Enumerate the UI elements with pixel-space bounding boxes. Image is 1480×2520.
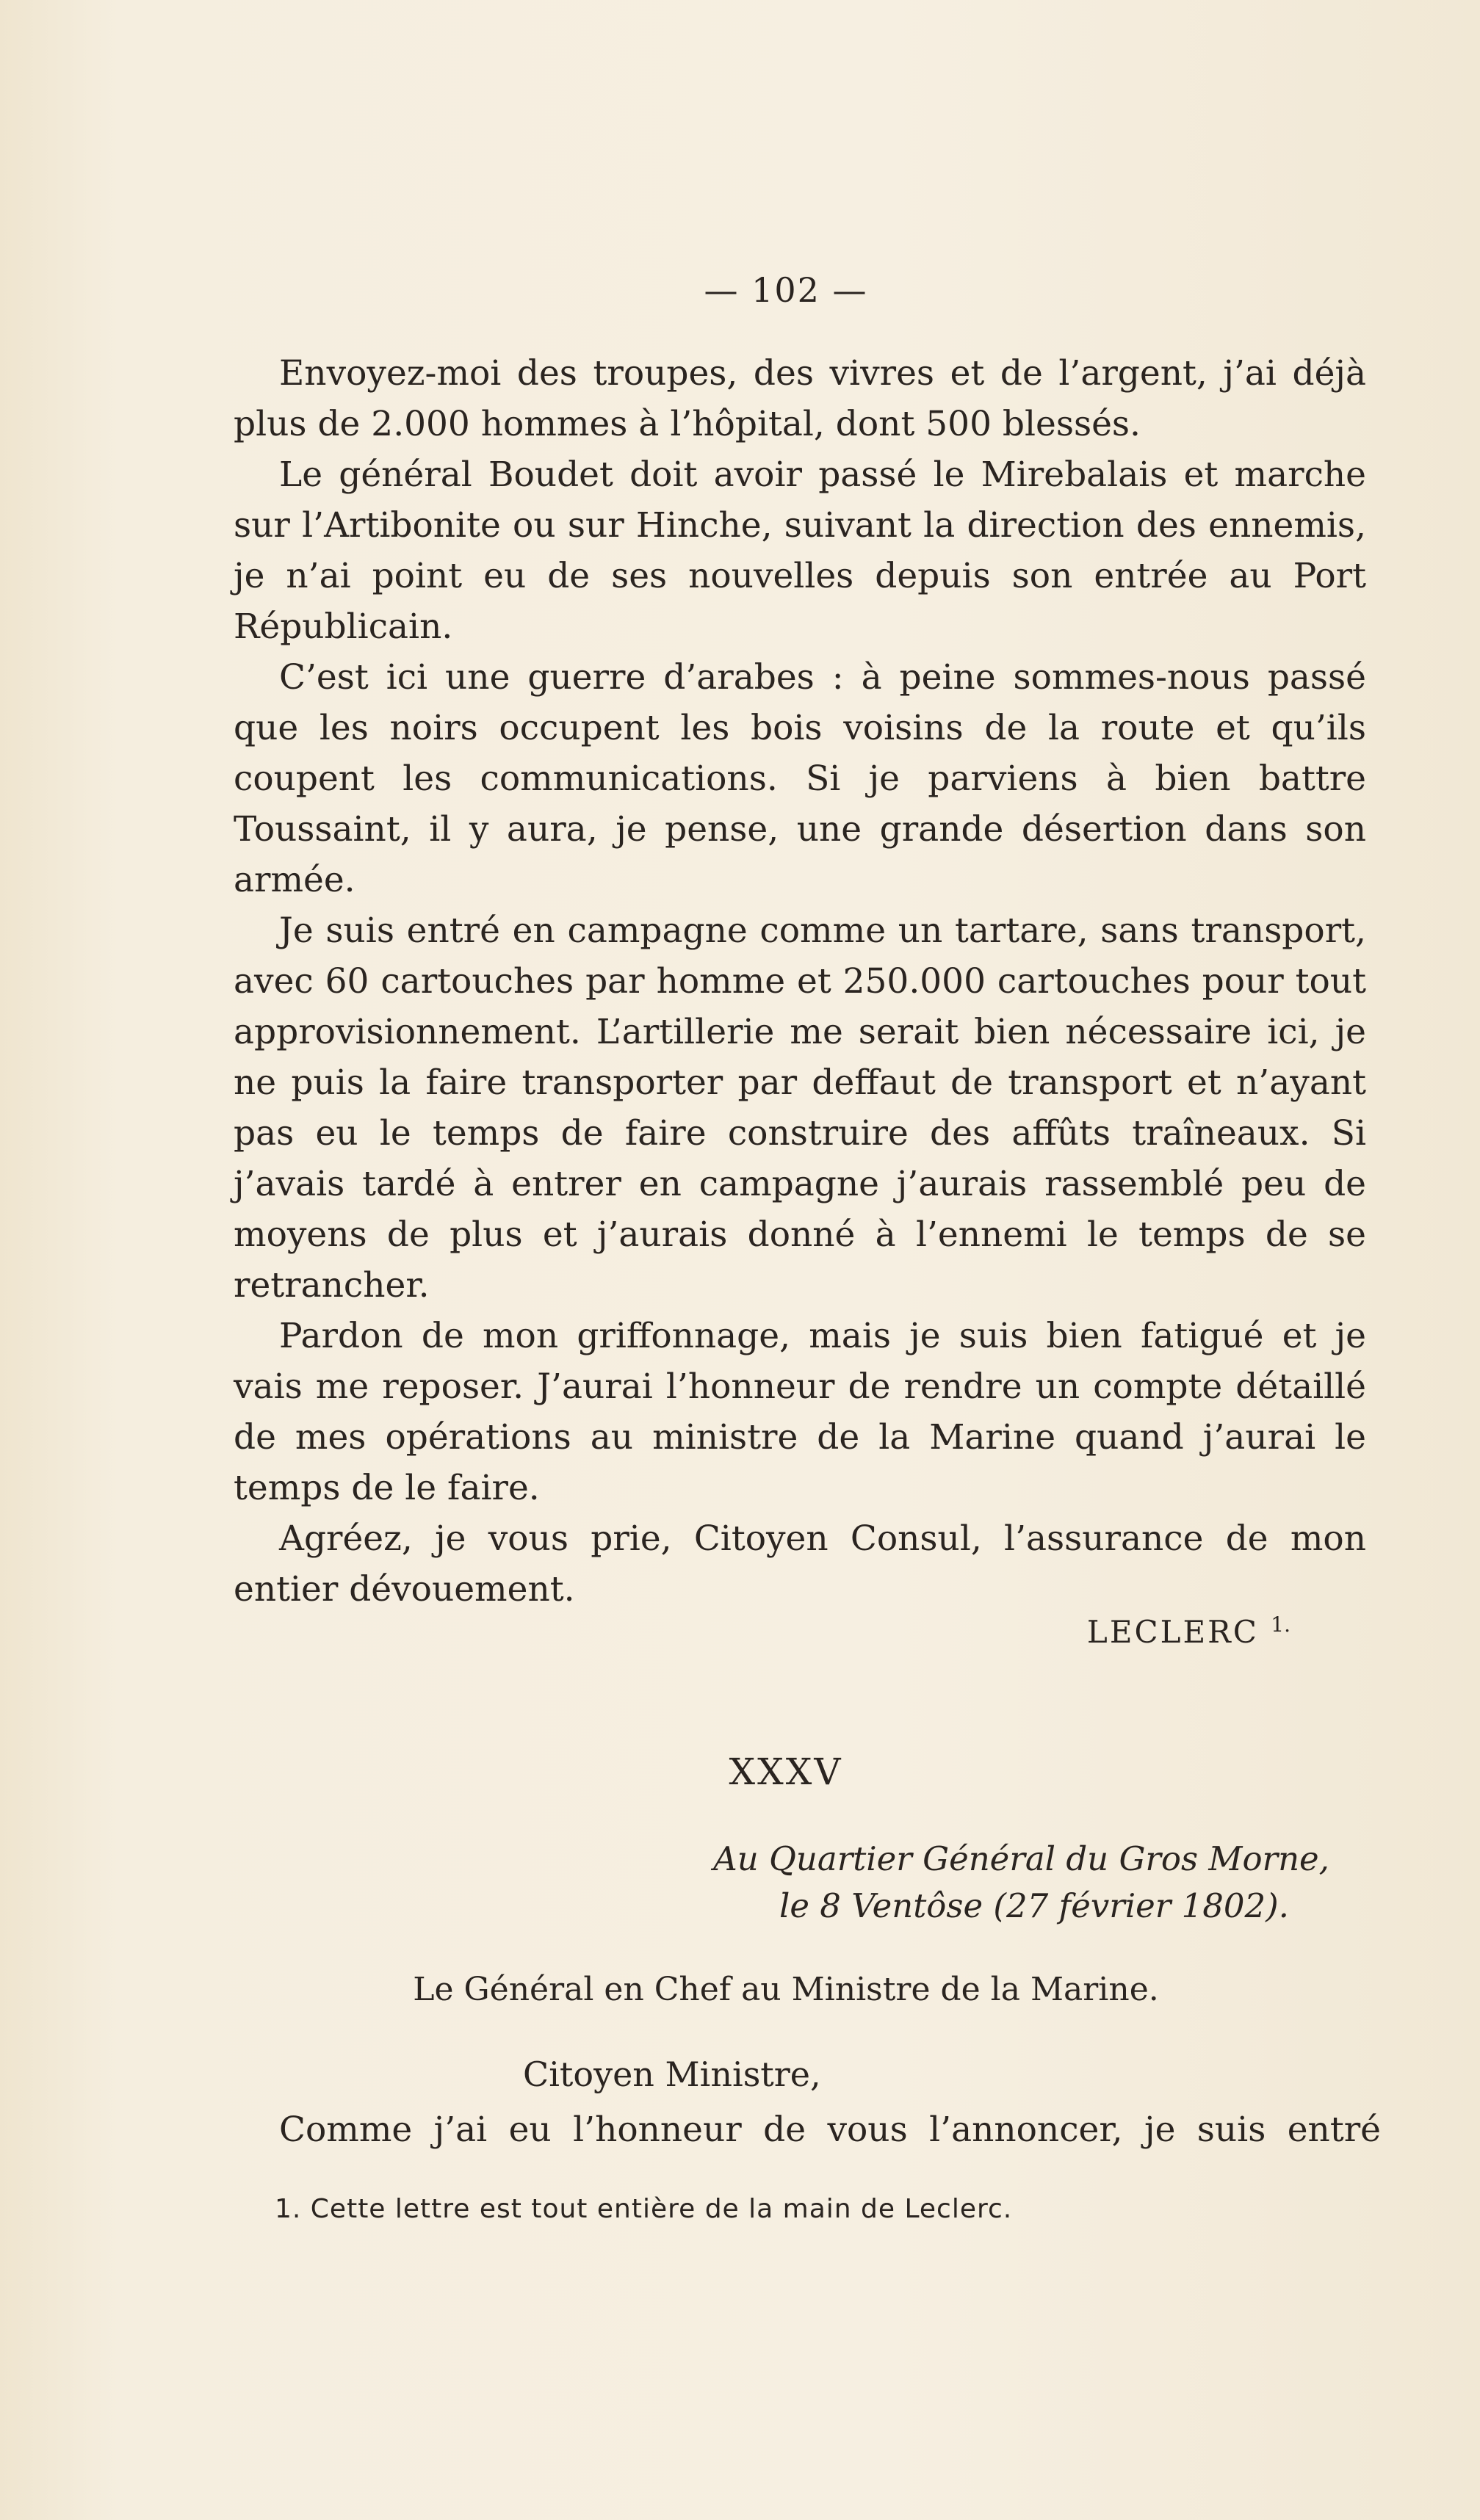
letter-body <box>234 348 1366 1615</box>
date-line: le 8 Ventôse (27 février 1802). <box>779 1886 1289 1925</box>
footnote-reference: 1. <box>1271 1612 1291 1637</box>
page-number: — 102 — <box>704 270 868 310</box>
paragraph-2: Le général Boudet doit avoir passé le Mirebalais et marche sur l’Artibonite ou sur Hinche, suivant la direction des ennemis, je n’ai point eu de ses nouvelles depuis son entrée au Port Républicain. <box>234 455 1366 647</box>
signature-name: LECLERC <box>1086 1614 1259 1650</box>
section-number: XXXV <box>729 1750 843 1793</box>
letter-addressing: Le Général en Chef au Ministre de la Marine. <box>413 1971 1159 2008</box>
paragraph-5: Pardon de mon griffonnage, mais je suis bien fatigué et je vais me reposer. J’aurai l’honneur de rendre un compte détaillé de mes opérations au ministre de la Marine quand j’aurai le temps de le faire. <box>234 1316 1366 1508</box>
paragraph-1: Envoyez-moi des troupes, des vivres et de l’argent, j’ai déjà plus de 2.000 hommes à l’hôpital, dont 500 blessés. <box>234 353 1366 444</box>
place-date <box>713 1836 1329 1930</box>
salutation: Citoyen Ministre, <box>523 2054 821 2094</box>
signature <box>1087 1612 1291 1650</box>
opening-line: Comme j’ai eu l’honneur de vous l’annoncer, je suis entré <box>279 2110 1381 2150</box>
paragraph-4: Je suis entré en campagne comme un tartare, sans transport, avec 60 cartouches par homme et 250.000 cartouches pour tout approvisionnement. L’artillerie me serait bien nécessaire ici, je ne puis la faire transporter par deffaut de transport et n’ayant pas eu le temps de faire construire des affûts traîneaux. Si j’avais tardé à entrer en campagne j’aurais rassemblé peu de moyens de plus et j’aurais donné à l’ennemi le temps de se retrancher. <box>234 910 1366 1306</box>
place-line: Au Quartier Général du Gros Morne, <box>713 1839 1329 1878</box>
footnote: 1. Cette lettre est tout entière de la main de Leclerc. <box>275 2194 1013 2224</box>
paragraph-3: C’est ici une guerre d’arabes : à peine sommes-nous passé que les noirs occupent les bois voisins de la route et qu’ils coupent les communications. Si je parviens à bien battre Toussaint, il y aura, je pense, une grande désertion dans son armée. <box>234 657 1366 900</box>
paragraph-6: Agréez, je vous prie, Citoyen Consul, l’assurance de mon entier dévouement. <box>234 1518 1366 1610</box>
